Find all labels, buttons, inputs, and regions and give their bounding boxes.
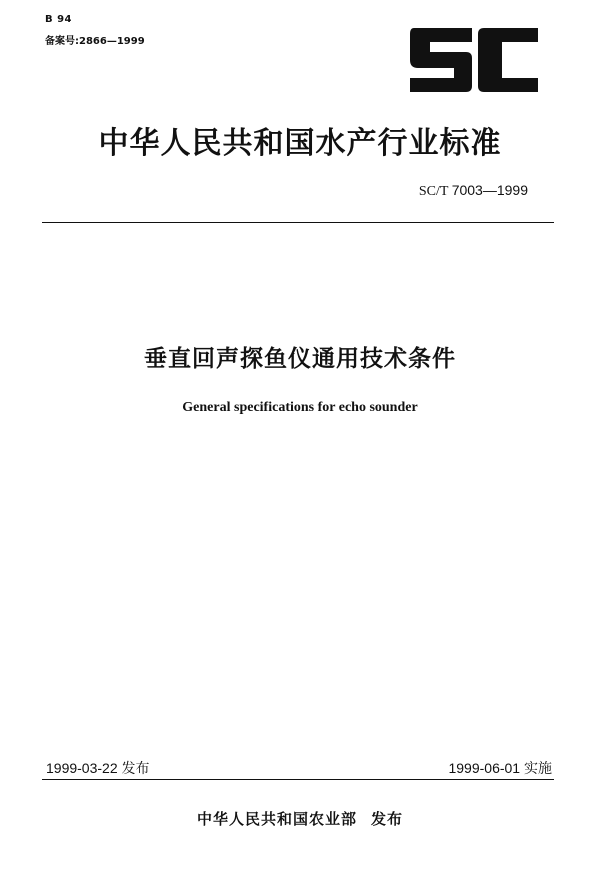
publisher-name: 中华人民共和国农业部 [196, 810, 357, 828]
top-divider [42, 222, 554, 223]
standard-category-title: 中华人民共和国水产行业标准 [98, 126, 502, 161]
sc-logo-letter-s [410, 28, 472, 92]
bottom-divider [42, 779, 554, 780]
standard-code-prefix: SC/T [418, 184, 449, 199]
sc-logo-letter-c [478, 28, 538, 92]
sc-logo [408, 28, 540, 92]
filing-number: 备案号:2866—1999 [45, 36, 145, 47]
classification-code: B 94 [45, 14, 73, 25]
publisher-action: 发布 [371, 810, 404, 828]
standard-code-number: 7003—1999 [451, 182, 528, 198]
standard-code [419, 182, 528, 200]
document-title-en: General specifications for echo sounder [182, 400, 418, 415]
publisher-line [0, 808, 600, 829]
document-title-cn: 垂直回声探鱼仪通用技术条件 [144, 346, 456, 372]
issue-date: 1999-03-22 发布 [46, 760, 150, 776]
implementation-date: 1999-06-01 实施 [448, 760, 552, 776]
